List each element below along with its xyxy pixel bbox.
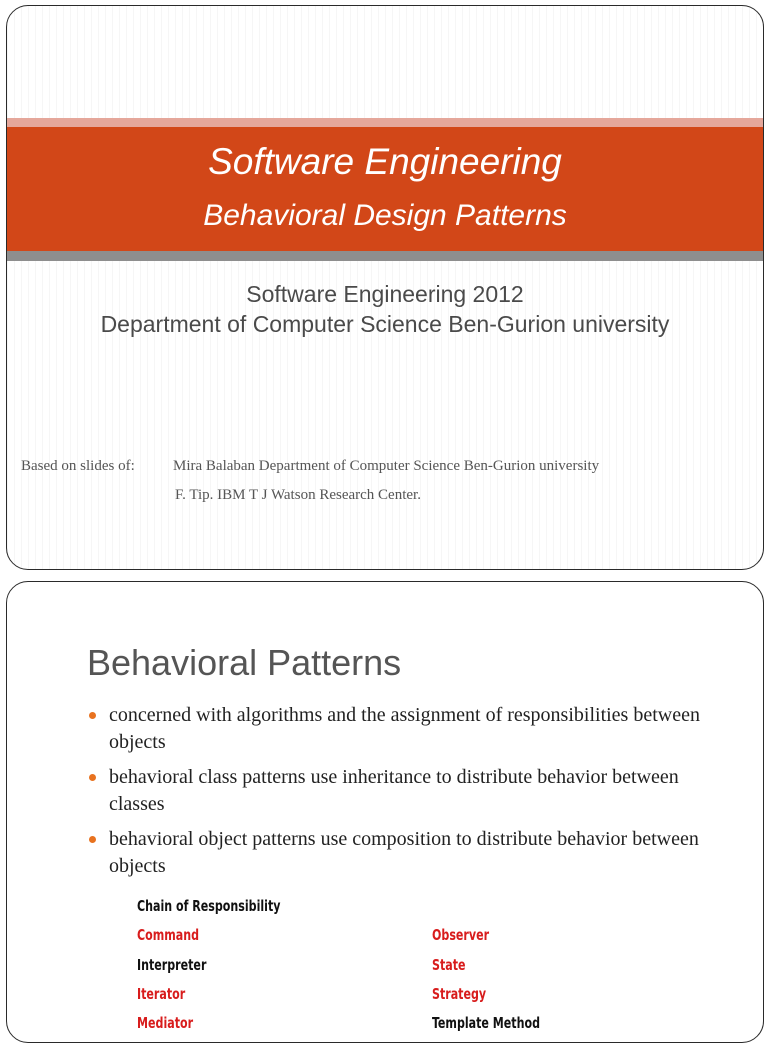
pattern-observer: Observer (432, 926, 490, 944)
credits-label: Based on slides of: (21, 458, 135, 474)
banner-top-stripe (7, 118, 763, 127)
bullet-list (87, 702, 727, 888)
list-item (87, 764, 727, 818)
list-item (87, 826, 727, 880)
slide-heading: Behavioral Patterns (87, 642, 402, 683)
pattern-chain-of-responsibility: Chain of Responsibility (137, 897, 281, 915)
slide-subtitle: Behavioral Design Patterns (203, 199, 567, 232)
department-name: Department of Computer Science Ben-Gurion university (100, 311, 670, 337)
bullet-text: behavioral object patterns use composition to distribute behavior between objects (109, 828, 699, 877)
bullet-text: behavioral class patterns use inheritance to distribute behavior between classes (109, 766, 679, 815)
course-name: Software Engineering 2012 (246, 281, 524, 307)
pattern-mediator: Mediator (137, 1014, 194, 1032)
pattern-interpreter: Interpreter (137, 956, 207, 974)
bullet-icon (89, 712, 96, 719)
banner-bottom-stripe (7, 251, 763, 261)
bullet-text: concerned with algorithms and the assignment of responsibilities between objects (109, 704, 700, 753)
pattern-iterator: Iterator (137, 985, 186, 1003)
slide-title: Software Engineering (208, 141, 562, 182)
credit-line: Mira Balaban Department of Computer Science Ben-Gurion university (173, 458, 600, 474)
title-banner (7, 127, 763, 251)
title-slide (6, 5, 764, 570)
pattern-command: Command (137, 926, 200, 944)
pattern-state: State (432, 956, 466, 974)
bullet-icon (89, 836, 96, 843)
bullet-icon (89, 774, 96, 781)
pattern-template-method: Template Method (432, 1014, 541, 1032)
list-item (87, 702, 727, 756)
content-slide (6, 581, 764, 1043)
pattern-strategy: Strategy (432, 985, 487, 1003)
credit-line: F. Tip. IBM T J Watson Research Center. (175, 487, 421, 503)
